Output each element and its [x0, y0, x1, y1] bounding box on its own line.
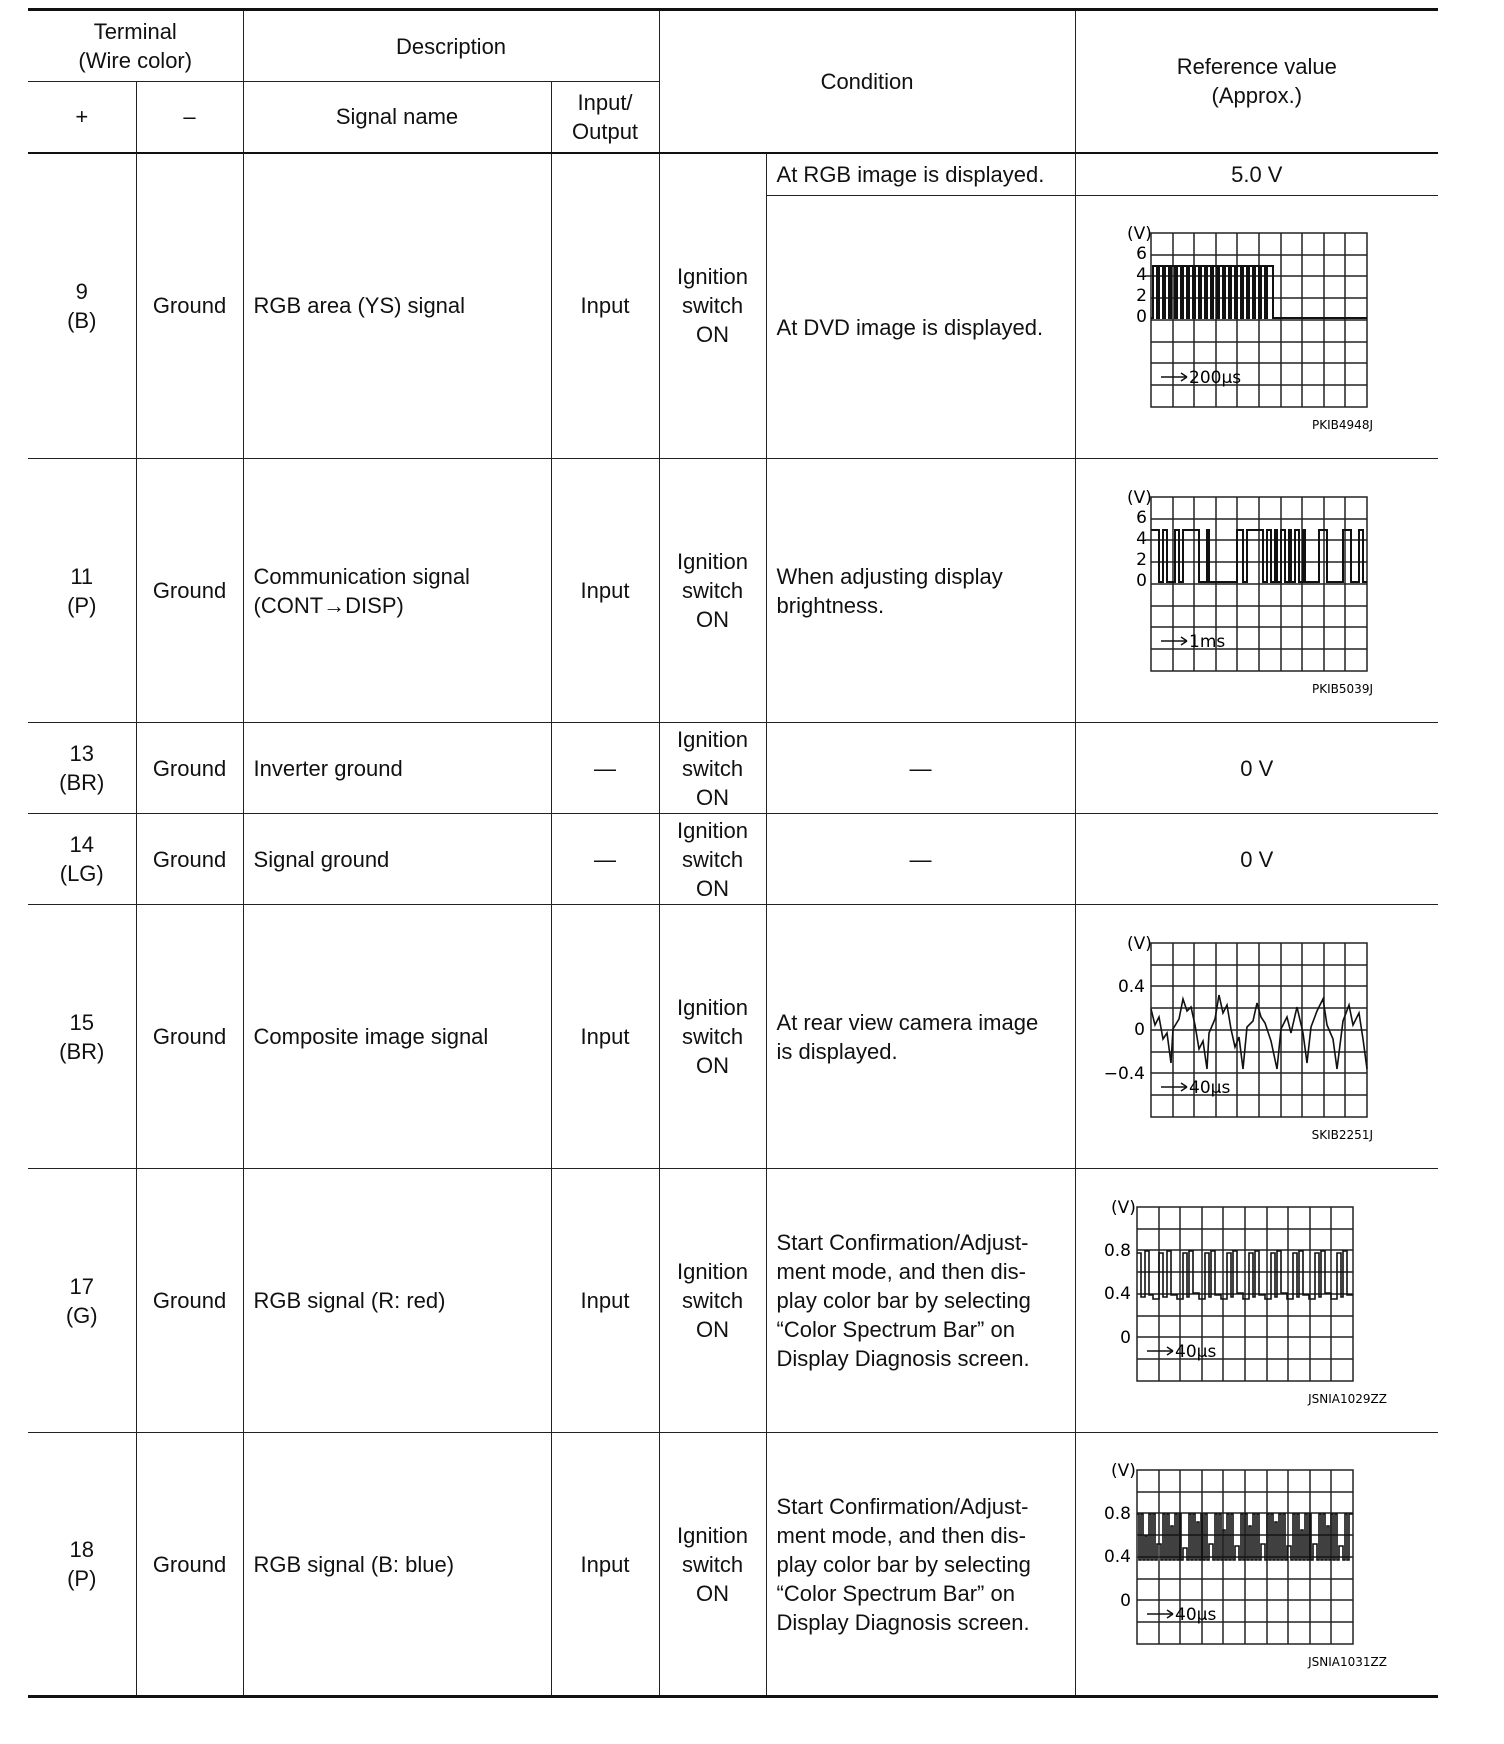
terminal-number: 13 (BR) [28, 723, 136, 814]
axis-unit: (V) [1126, 933, 1152, 954]
time-scale-arrow [1147, 1347, 1173, 1355]
y-tick: 2 [1135, 286, 1147, 306]
axis-unit: (V) [1126, 224, 1152, 244]
io-type: Input [551, 1169, 659, 1433]
waveform-chart [1087, 1456, 1427, 1672]
terminal-number: 11 (P) [28, 459, 136, 723]
condition-text: Start Confirmation/Adjust- ment mode, and then dis- play color bar by selecting “Color Spectrum Bar” on Display Diagnosis screen. [766, 1433, 1075, 1697]
time-scale-arrow [1161, 373, 1187, 381]
terminal-spec-table [28, 8, 1438, 1698]
terminal-number: 14 (LG) [28, 814, 136, 905]
io-type: — [551, 723, 659, 814]
waveform-trace [1151, 266, 1367, 318]
y-tick: 0.4 [1103, 1547, 1131, 1567]
reference-waveform [1075, 1169, 1438, 1433]
io-type: Input [551, 1433, 659, 1697]
condition-text: Start Confirmation/Adjust- ment mode, and then dis- play color bar by selecting “Color Spectrum Bar” on Display Diagnosis screen. [766, 1169, 1075, 1433]
time-scale-arrow [1147, 1610, 1173, 1618]
table-row [28, 459, 1438, 723]
waveform-chart [1087, 219, 1427, 435]
axis-unit: (V) [1110, 1461, 1136, 1481]
y-tick: 0 [1135, 307, 1147, 327]
ignition-condition: Ignition switch ON [659, 1433, 766, 1697]
reference-value: 5.0 V [1075, 153, 1438, 196]
signal-name: Inverter ground [243, 723, 551, 814]
reference-waveform [1075, 905, 1438, 1169]
y-tick: 6 [1135, 507, 1147, 528]
reference-waveform [1075, 459, 1438, 723]
y-tick: −0.4 [1103, 1063, 1145, 1084]
signal-name: RGB area (YS) signal [243, 153, 551, 459]
ground-terminal: Ground [136, 459, 243, 723]
signal-name: RGB signal (B: blue) [243, 1433, 551, 1697]
time-scale: 40μs [1188, 1077, 1231, 1098]
y-tick: 0.8 [1103, 1504, 1131, 1524]
ignition-condition: Ignition switch ON [659, 814, 766, 905]
header-minus: – [136, 82, 243, 153]
header-signal-name: Signal name [243, 82, 551, 153]
condition-text: At rear view camera image is displayed. [766, 905, 1075, 1169]
io-type: Input [551, 153, 659, 459]
signal-name: Composite image signal [243, 905, 551, 1169]
header-input-output: Input/ Output [551, 82, 659, 153]
axis-unit: (V) [1126, 487, 1152, 508]
ground-terminal: Ground [136, 905, 243, 1169]
table-row [28, 905, 1438, 1169]
ground-terminal: Ground [136, 1433, 243, 1697]
io-type: Input [551, 459, 659, 723]
waveform-grid [1151, 943, 1367, 1117]
y-tick: 0 [1119, 1591, 1131, 1611]
time-scale-arrow [1161, 637, 1187, 645]
time-scale: 200μs [1188, 368, 1241, 388]
table-row [28, 723, 1438, 814]
ground-terminal: Ground [136, 814, 243, 905]
figure-code: PKIB4948J [1311, 418, 1373, 432]
condition-text: — [766, 723, 1075, 814]
table-row [28, 1433, 1438, 1697]
y-tick: 4 [1135, 265, 1147, 285]
ground-terminal: Ground [136, 153, 243, 459]
y-tick: 0.8 [1103, 1240, 1131, 1261]
condition-text: At DVD image is displayed. [766, 196, 1075, 459]
waveform-grid [1145, 497, 1367, 671]
waveform-chart [1087, 929, 1427, 1145]
io-type: — [551, 814, 659, 905]
signal-name: RGB signal (R: red) [243, 1169, 551, 1433]
ignition-condition: Ignition switch ON [659, 459, 766, 723]
waveform-chart [1087, 1193, 1427, 1409]
reference-value: 0 V [1075, 814, 1438, 905]
figure-code: PKIB5039J [1311, 681, 1373, 696]
table-row [28, 814, 1438, 905]
signal-name: Signal ground [243, 814, 551, 905]
time-scale-arrow [1161, 1083, 1187, 1091]
reference-waveform [1075, 1433, 1438, 1697]
ground-terminal: Ground [136, 723, 243, 814]
terminal-number: 15 (BR) [28, 905, 136, 1169]
y-tick: 0.4 [1117, 976, 1145, 997]
reference-waveform [1075, 196, 1438, 459]
terminal-number: 17 (G) [28, 1169, 136, 1433]
figure-code: SKIB2251J [1311, 1127, 1373, 1142]
y-tick: 0 [1119, 1327, 1131, 1348]
ground-terminal: Ground [136, 1169, 243, 1433]
table-row [28, 1169, 1438, 1433]
y-tick: 0.4 [1103, 1283, 1131, 1304]
figure-code: JSNIA1031ZZ [1307, 1655, 1387, 1669]
condition-text: At RGB image is displayed. [766, 153, 1075, 196]
time-scale: 1ms [1188, 631, 1226, 652]
waveform-grid [1145, 233, 1367, 407]
header-terminal: Terminal (Wire color) [28, 10, 243, 82]
ignition-condition: Ignition switch ON [659, 723, 766, 814]
io-type: Input [551, 905, 659, 1169]
figure-code: JSNIA1029ZZ [1307, 1391, 1387, 1406]
ignition-condition: Ignition switch ON [659, 1169, 766, 1433]
header-plus: + [28, 82, 136, 153]
waveform-trace [1137, 1514, 1353, 1560]
y-tick: 6 [1135, 244, 1147, 264]
y-tick: 0 [1135, 570, 1147, 591]
terminal-number: 18 (P) [28, 1433, 136, 1697]
y-tick: 0 [1133, 1019, 1145, 1040]
table-row [28, 153, 1438, 196]
ignition-condition: Ignition switch ON [659, 905, 766, 1169]
condition-text: When adjusting display brightness. [766, 459, 1075, 723]
y-tick: 4 [1135, 528, 1147, 549]
reference-value: 0 V [1075, 723, 1438, 814]
condition-text: — [766, 814, 1075, 905]
terminal-number: 9 (B) [28, 153, 136, 459]
time-scale: 40μs [1174, 1341, 1217, 1362]
ignition-condition: Ignition switch ON [659, 153, 766, 459]
header-reference: Reference value (Approx.) [1075, 10, 1438, 153]
header-condition: Condition [659, 10, 1075, 153]
header-description: Description [243, 10, 659, 82]
axis-unit: (V) [1110, 1197, 1136, 1218]
waveform-chart [1087, 483, 1427, 699]
time-scale: 40μs [1174, 1605, 1217, 1625]
signal-name: Communication signal (CONT→DISP) [243, 459, 551, 723]
y-tick: 2 [1135, 549, 1147, 570]
